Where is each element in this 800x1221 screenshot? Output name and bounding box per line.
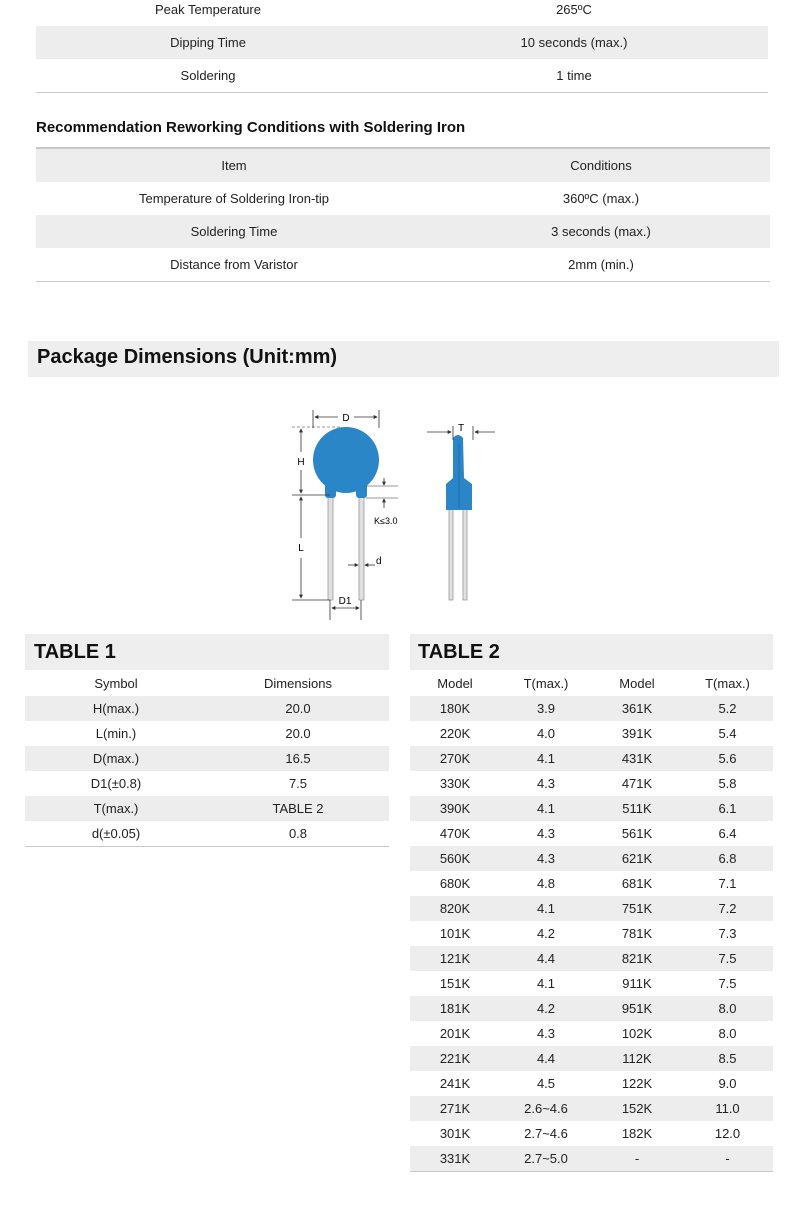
table-cell: 112K [592,1046,682,1071]
table-cell: 4.3 [500,846,592,871]
table-row [36,182,770,215]
rework-rows [36,148,770,282]
header-cell: T(max.) [523,676,569,691]
table-row [410,771,773,796]
header-cell: T(max.) [705,676,750,691]
table-cell: 680K [439,876,471,891]
table-header-row [25,671,389,696]
table-cell: 511K [592,796,682,821]
lead-right [359,488,364,600]
table-cell: 7.5 [718,976,737,991]
table-cell: 2.7~4.6 [524,1126,568,1141]
table-cell: - [682,1146,773,1172]
table-row [410,796,773,821]
table-cell: 3.9 [500,696,592,721]
table-cell: 2.6~4.6 [500,1096,592,1121]
table-cell: 6.8 [682,846,773,871]
rework-table [36,147,770,282]
label-T: T [458,423,465,434]
table-cell: 11.0 [682,1096,773,1121]
table-cell: 431K [592,746,682,771]
table-row [410,1121,773,1146]
table-cell: 471K [621,776,653,791]
table-cell: 621K [592,846,682,871]
table-row [410,871,773,896]
table-cell: Soldering Time [36,215,432,248]
table-cell: 4.1 [500,796,592,821]
table-header-row [36,148,770,182]
table-row [410,696,773,721]
table-cell: 5.6 [682,746,773,771]
table-cell: H(max.) [25,696,207,721]
table-cell: 5.4 [718,726,737,741]
table-row [25,746,389,771]
table-cell: 4.1 [500,746,592,771]
table-row [410,946,773,971]
table-row [25,821,389,847]
table-cell: 20.0 [285,726,311,741]
table-cell: 0.8 [288,826,308,841]
table-cell: - [592,1146,682,1172]
table-row [410,896,773,921]
table-row [36,248,770,282]
table2-rows [410,671,773,1172]
table-row [25,771,389,796]
table-cell: 152K [592,1096,682,1121]
table-cell: TABLE 2 [207,796,389,821]
table-cell: 180K [410,696,500,721]
table2 [410,671,773,1172]
package-title: Package Dimensions (Unit:mm) [37,346,338,368]
header-cell: Model [619,676,655,691]
table-cell: D(max.) [25,746,207,771]
header-cell: Model [437,676,473,691]
table-row [410,721,773,746]
table2-title: TABLE 2 [418,641,500,663]
table-cell: 4.4 [500,1046,592,1071]
table-row [410,821,773,846]
table1 [25,671,389,847]
table-cell: 220K [439,726,471,741]
table-cell: 221K [410,1046,500,1071]
table-cell: 151K [439,976,471,991]
table-cell: 821K [592,946,682,971]
table-cell: d(±0.05) [91,826,141,841]
rework-title: Recommendation Reworking Conditions with Soldering Iron [36,119,466,136]
table-cell: 201K [439,1026,471,1041]
wave-soldering-rows [36,0,768,93]
table-cell: 911K [622,976,652,991]
table-cell: 8.0 [682,996,773,1021]
header-cell: Conditions [432,148,770,182]
side-lead-right [463,508,467,600]
table-cell: 6.4 [718,826,737,841]
table-cell: 4.1 [536,976,556,991]
table-cell: 360ºC (max.) [562,191,640,206]
table-cell: 121K [410,946,500,971]
table-cell: 7.2 [682,896,773,921]
table-cell: 2mm (min.) [568,257,634,272]
table-cell: 4.4 [500,946,592,971]
table-cell: Dipping Time [36,26,380,59]
varistor-diagram [270,400,530,625]
table-cell: 4.3 [536,826,556,841]
side-lead-left [449,508,453,600]
table-cell: 8.0 [718,1026,737,1041]
table-row [410,996,773,1021]
table-cell: 1 time [556,68,592,83]
table-row [36,0,768,26]
table-row [410,1021,773,1046]
table-cell: 271K [410,1096,500,1121]
label-D: D [342,413,350,424]
table-cell: 681K [621,876,653,891]
lead-left [328,488,333,600]
table-cell: 12.0 [714,1126,741,1141]
table-cell: 751K [592,896,682,921]
table-cell: 561K [621,826,653,841]
table-row [410,1096,773,1121]
table1-rows [25,671,389,847]
table-cell: 4.8 [536,876,556,891]
table-row [410,1071,773,1096]
varistor-body [313,427,379,493]
table-row [410,971,773,996]
table-row [410,921,773,946]
label-L: L [298,543,304,554]
label-D1: D1 [338,596,352,607]
table-cell: 7.1 [718,876,737,891]
header-cell: Symbol [94,676,138,691]
wave-soldering-table [36,0,768,93]
table-cell: 270K [410,746,500,771]
table-cell: 820K [410,896,500,921]
table-cell: 391K [621,726,653,741]
table-cell: 560K [410,846,500,871]
table-cell: Temperature of Soldering Iron-tip [138,191,330,206]
table-cell: 265ºC [556,2,592,17]
table-header-row [410,671,773,696]
table-row [25,696,389,721]
table-cell: 6.1 [682,796,773,821]
table-cell: 16.5 [207,746,389,771]
label-H: H [297,457,305,468]
table-cell: 7.5 [682,946,773,971]
table-row [36,59,768,93]
label-K: K≤3.0 [374,516,398,526]
table-cell: 951K [592,996,682,1021]
table-cell: 7.3 [718,926,737,941]
table-cell: 102K [621,1026,653,1041]
table-cell: 2.7~5.0 [500,1146,592,1172]
table1-title: TABLE 1 [34,641,116,663]
table-cell: 10 seconds (max.) [380,26,768,59]
table-cell: 20.0 [207,696,389,721]
table-cell: 181K [410,996,500,1021]
table-cell: 4.0 [536,726,556,741]
table-cell: 4.1 [500,896,592,921]
table-cell: Peak Temperature [155,2,261,17]
table-cell: 4.3 [536,776,556,791]
table-cell: 361K [592,696,682,721]
table-cell: L(min.) [95,726,137,741]
table-row [25,796,389,821]
table-cell: D1(±0.8) [90,776,142,791]
table-cell: Distance from Varistor [170,257,298,272]
label-d: d [376,556,382,567]
table-cell: 3 seconds (max.) [432,215,770,248]
table-cell: 390K [410,796,500,821]
table-cell: 7.5 [288,776,308,791]
table-row [25,721,389,746]
table-cell: T(max.) [25,796,207,821]
table-cell: 331K [410,1146,500,1172]
table-row [36,215,770,248]
table-row [410,846,773,871]
table-row [410,746,773,771]
header-cell: Dimensions [264,676,332,691]
table-cell: 8.5 [682,1046,773,1071]
table-cell: 4.3 [536,1026,556,1041]
table-cell: 5.8 [718,776,737,791]
table-cell: 301K [439,1126,471,1141]
table-cell: 9.0 [718,1076,737,1091]
header-cell: Item [36,148,432,182]
table-cell: 781K [621,926,653,941]
table-row [36,26,768,59]
table-cell: 4.5 [536,1076,556,1091]
table-cell: 470K [439,826,471,841]
table-row [410,1046,773,1071]
table-cell: 330K [439,776,471,791]
table-cell: 101K [439,926,471,941]
table-cell: 4.2 [536,926,556,941]
table-cell: Soldering [180,68,236,83]
table-row [410,1146,773,1172]
table-cell: 241K [439,1076,471,1091]
table-cell: 182K [621,1126,653,1141]
table-cell: 122K [621,1076,653,1091]
table-cell: 4.2 [500,996,592,1021]
table-cell: 5.2 [682,696,773,721]
